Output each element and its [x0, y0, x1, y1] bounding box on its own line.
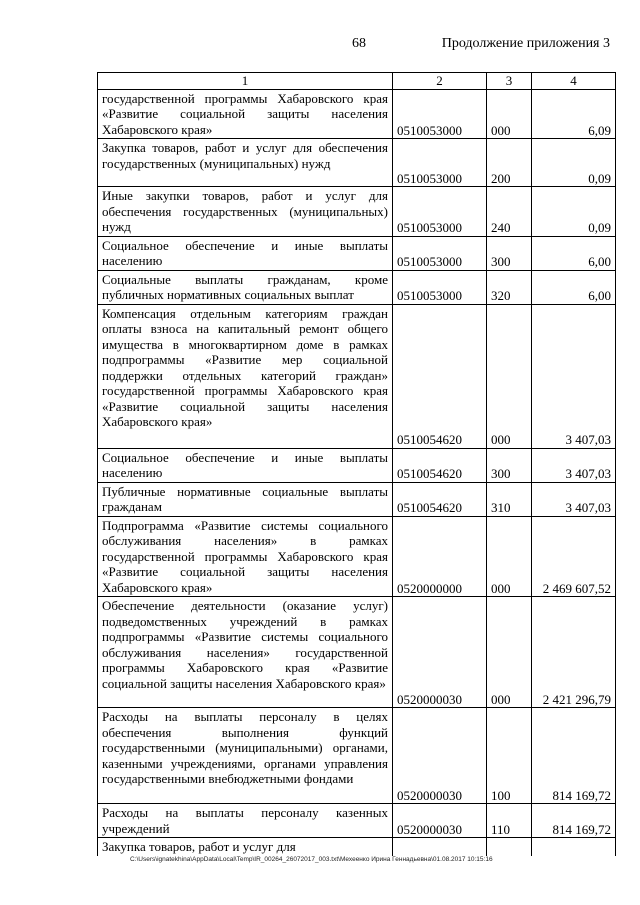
page-caption: Продолжение приложения 3	[441, 36, 610, 51]
column-header: 2	[393, 73, 487, 90]
row-type-cell: 300	[487, 236, 532, 270]
table-row	[98, 516, 616, 597]
row-code-cell: 0510054620	[393, 482, 487, 516]
row-name-cell: Публичные нормативные социальные выплаты гражданам	[98, 482, 393, 516]
table-row	[98, 304, 616, 448]
row-type-cell: 100	[487, 708, 532, 804]
row-name-cell: Закупка товаров, работ и услуг для	[98, 838, 393, 856]
row-type-cell	[487, 838, 532, 856]
row-type-cell: 000	[487, 304, 532, 448]
column-header: 3	[487, 73, 532, 90]
row-type-cell: 300	[487, 448, 532, 482]
row-code-cell: 0510053000	[393, 187, 487, 237]
row-name-cell: Социальное обеспечение и иные выплаты населению	[98, 236, 393, 270]
budget-table	[97, 72, 616, 856]
row-code-cell	[393, 838, 487, 856]
row-code-cell: 0510053000	[393, 139, 487, 187]
row-sum-cell: 3 407,03	[532, 304, 616, 448]
row-name-cell: Расходы на выплаты персоналу казенных учреждений	[98, 804, 393, 838]
row-sum-cell: 3 407,03	[532, 448, 616, 482]
row-sum-cell	[532, 838, 616, 856]
row-code-cell: 0510054620	[393, 304, 487, 448]
row-name-cell: государственной программы Хабаровского края «Развитие социальной защиты населения Хабаровского края»	[98, 89, 393, 139]
row-code-cell: 0520000030	[393, 597, 487, 708]
row-name-cell: Социальные выплаты гражданам, кроме публичных нормативных социальных выплат	[98, 270, 393, 304]
row-type-cell: 000	[487, 89, 532, 139]
row-code-cell: 0510053000	[393, 236, 487, 270]
row-name-cell: Расходы на выплаты персоналу в целях обеспечения выполнения функций государственными (муниципальными) органами, казенными учреждениями, органами управления государственными внебюджетными фондами	[98, 708, 393, 804]
table-row	[98, 448, 616, 482]
row-code-cell: 0510053000	[393, 89, 487, 139]
row-type-cell: 000	[487, 597, 532, 708]
table-row	[98, 597, 616, 708]
table-row	[98, 804, 616, 838]
table-row	[98, 838, 616, 856]
table-row	[98, 270, 616, 304]
row-code-cell: 0520000000	[393, 516, 487, 597]
row-type-cell: 320	[487, 270, 532, 304]
row-sum-cell: 814 169,72	[532, 804, 616, 838]
column-header: 4	[532, 73, 616, 90]
row-name-cell: Закупка товаров, работ и услуг для обеспечения государственных (муниципальных) нужд	[98, 139, 393, 187]
row-sum-cell: 6,09	[532, 89, 616, 139]
table-row	[98, 482, 616, 516]
row-code-cell: 0520000030	[393, 804, 487, 838]
row-sum-cell: 6,00	[532, 270, 616, 304]
page-number: 68	[352, 36, 366, 51]
row-type-cell: 000	[487, 516, 532, 597]
table-row	[98, 89, 616, 139]
row-name-cell: Иные закупки товаров, работ и услуг для обеспечения государственных (муниципальных) нужд	[98, 187, 393, 237]
table-row	[98, 139, 616, 187]
column-header: 1	[98, 73, 393, 90]
row-name-cell: Компенсация отдельным категориям граждан оплаты взноса на капитальный ремонт общего имущества в многоквартирном доме в рамках подпрограммы «Развитие мер социальной поддержки отдельных категорий граждан» государственной программы Хабаровского края «Развитие социальной защиты населения Хабаровского края»	[98, 304, 393, 448]
row-sum-cell: 814 169,72	[532, 708, 616, 804]
row-sum-cell: 0,09	[532, 139, 616, 187]
row-code-cell: 0520000030	[393, 708, 487, 804]
file-path-footer: C:\Users\ignatekhina\AppData\Local\Temp\IR_00264_26072017_003.txt\Мехеенко Ирина Геннадьевна\01.08.2017 10:15:16	[130, 856, 493, 863]
row-type-cell: 110	[487, 804, 532, 838]
row-type-cell: 200	[487, 139, 532, 187]
row-sum-cell: 2 469 607,52	[532, 516, 616, 597]
row-sum-cell: 3 407,03	[532, 482, 616, 516]
row-code-cell: 0510053000	[393, 270, 487, 304]
row-sum-cell: 2 421 296,79	[532, 597, 616, 708]
column-header-row	[98, 73, 616, 90]
table-row	[98, 187, 616, 237]
table-row	[98, 236, 616, 270]
row-name-cell: Обеспечение деятельности (оказание услуг) подведомственных учреждений в рамках подпрограммы «Развитие системы социального обслуживания населения» государственной программы Хабаровского края «Развитие социальной защиты населения Хабаровского края»	[98, 597, 393, 708]
table-row	[98, 708, 616, 804]
row-sum-cell: 0,09	[532, 187, 616, 237]
row-name-cell: Социальное обеспечение и иные выплаты населению	[98, 448, 393, 482]
row-code-cell: 0510054620	[393, 448, 487, 482]
row-type-cell: 240	[487, 187, 532, 237]
row-sum-cell: 6,00	[532, 236, 616, 270]
row-name-cell: Подпрограмма «Развитие системы социального обслуживания населения» в рамках государственной программы Хабаровского края «Развитие социальной защиты населения Хабаровского края»	[98, 516, 393, 597]
row-type-cell: 310	[487, 482, 532, 516]
